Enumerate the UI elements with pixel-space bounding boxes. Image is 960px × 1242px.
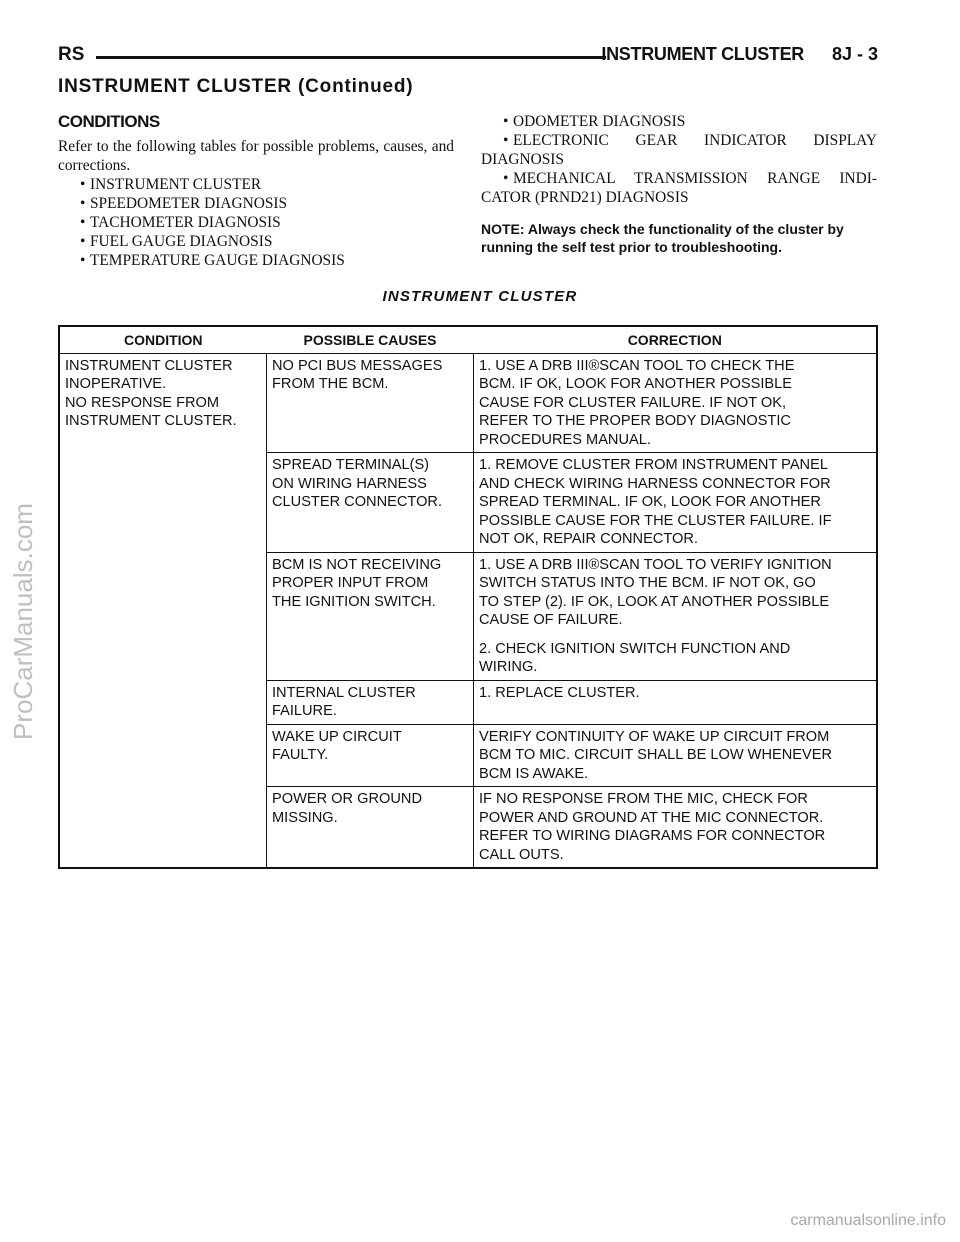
correction-line: 1. REPLACE CLUSTER.: [479, 684, 640, 701]
correction-paragraph: [479, 357, 871, 450]
list-item: [58, 175, 454, 194]
correction-line: SPREAD TERMINAL. IF OK, LOOK FOR ANOTHER: [479, 494, 821, 510]
correction-paragraph: [479, 728, 871, 784]
list-item: [58, 232, 454, 251]
correction-line: 1. USE A DRB III®SCAN TOOL TO VERIFY IGNITION: [479, 556, 832, 573]
right-column: [481, 112, 877, 256]
correction-line: 1. REMOVE CLUSTER FROM INSTRUMENT PANEL: [479, 457, 828, 473]
cause-cell: [267, 353, 474, 453]
correction-line: CAUSE OF FAILURE.: [479, 612, 623, 628]
cause-cell: [267, 724, 474, 787]
correction-line: TO STEP (2). IF OK, LOOK AT ANOTHER POSSIBLE: [479, 593, 830, 610]
header-rule: [96, 56, 606, 59]
correction-line: CALL OUTS.: [479, 846, 564, 863]
correction-paragraph: [479, 640, 871, 677]
correction-line: BCM IS AWAKE.: [479, 765, 589, 782]
cause-line: WAKE UP CIRCUIT: [272, 728, 402, 745]
correction-paragraph: [479, 684, 871, 703]
condition-line: INSTRUMENT CLUSTER: [65, 357, 233, 374]
header-possible-causes: POSSIBLE CAUSES: [267, 326, 474, 353]
correction-line: BCM. IF OK, LOOK FOR ANOTHER POSSIBLE: [479, 376, 793, 392]
list-item: [58, 213, 454, 232]
note-text: NOTE: Always check the functionality of the cluster by running the self test prior to troubleshooting.: [481, 221, 844, 255]
correction-line: PROCEDURES MANUAL.: [479, 431, 651, 448]
header-condition: CONDITION: [59, 326, 267, 353]
footer-watermark: carmanualsonline.info: [790, 1212, 946, 1229]
correction-cell: [474, 453, 878, 553]
correction-line: WIRING.: [479, 659, 538, 675]
condition-line: NO RESPONSE FROM: [65, 394, 220, 411]
bullet-glyph: •: [80, 214, 86, 231]
condition-cell: [59, 353, 267, 868]
cause-line: FAILURE.: [272, 703, 337, 719]
correction-line: POSSIBLE CAUSE FOR THE CLUSTER FAILURE. IF: [479, 512, 832, 529]
bullet-glyph: •: [80, 233, 86, 250]
cause-cell: [267, 680, 474, 724]
header-section-title: INSTRUMENT CLUSTER: [601, 44, 804, 64]
cause-cell: [267, 453, 474, 553]
list-item-text: SPEEDOMETER DIAGNOSIS: [90, 195, 288, 212]
header-page-number: 8J - 3: [831, 44, 878, 64]
correction-paragraph: [479, 456, 871, 549]
list-item-text: FUEL GAUGE DIAGNOSIS: [90, 233, 273, 250]
correction-line: SWITCH STATUS INTO THE BCM. IF NOT OK, GO: [479, 575, 816, 591]
cause-line: BCM IS NOT RECEIVING: [272, 556, 442, 573]
cause-line: POWER OR GROUND: [272, 791, 422, 807]
left-column: [58, 112, 454, 270]
bullet-glyph: •: [503, 170, 509, 187]
list-item: [481, 112, 877, 131]
list-item: [481, 169, 877, 207]
header-correction: CORRECTION: [474, 326, 878, 353]
correction-line: NOT OK, REPAIR CONNECTOR.: [479, 531, 698, 547]
correction-line: 1. USE A DRB III®SCAN TOOL TO CHECK THE: [479, 357, 795, 374]
correction-line: 2. CHECK IGNITION SWITCH FUNCTION AND: [479, 640, 791, 657]
conditions-heading: CONDITIONS: [58, 112, 160, 131]
correction-paragraph: [479, 790, 871, 864]
correction-cell: [474, 353, 878, 453]
side-watermark: ProCarManuals.com: [8, 503, 38, 740]
cause-line: INTERNAL CLUSTER: [272, 684, 416, 701]
list-item-text: ODOMETER DIAGNOSIS: [513, 113, 686, 130]
correction-line: CAUSE FOR CLUSTER FAILURE. IF NOT OK,: [479, 394, 787, 411]
conditions-intro: Refer to the following tables for possible problems, causes, and corrections.: [58, 138, 454, 174]
running-header: [58, 42, 878, 72]
correction-line: IF NO RESPONSE FROM THE MIC, CHECK FOR: [479, 791, 808, 807]
table-row: [59, 353, 877, 453]
table-header-row: [59, 326, 877, 353]
list-item-text: MECHANICAL TRANSMISSION RANGE INDI-CATOR (PRND21) DIAGNOSIS: [481, 170, 877, 206]
list-item: [58, 251, 454, 270]
cause-line: NO PCI BUS MESSAGES: [272, 357, 443, 374]
correction-cell: [474, 680, 878, 724]
conditions-list-right: [481, 112, 877, 207]
bullet-glyph: •: [503, 113, 509, 130]
cause-line: MISSING.: [272, 809, 338, 826]
correction-line: REFER TO THE PROPER BODY DIAGNOSTIC: [479, 413, 791, 429]
list-item-text: INSTRUMENT CLUSTER: [90, 176, 262, 193]
correction-line: VERIFY CONTINUITY OF WAKE UP CIRCUIT FROM: [479, 728, 830, 745]
cause-line: ON WIRING HARNESS: [272, 475, 427, 492]
correction-cell: [474, 787, 878, 869]
list-item-text: TEMPERATURE GAUGE DIAGNOSIS: [90, 252, 345, 269]
diagnosis-table: [58, 325, 878, 869]
list-item-text: TACHOMETER DIAGNOSIS: [90, 214, 281, 231]
list-item-text: ELECTRONIC GEAR INDICATOR DISPLAY DIAGNOSIS: [481, 132, 877, 168]
list-item: [58, 194, 454, 213]
cause-line: CLUSTER CONNECTOR.: [272, 494, 443, 510]
bullet-glyph: •: [80, 176, 86, 193]
cause-line: THE IGNITION SWITCH.: [272, 593, 436, 610]
condition-line: INOPERATIVE.: [65, 376, 167, 392]
condition-line: INSTRUMENT CLUSTER.: [65, 413, 237, 429]
cause-line: FAULTY.: [272, 747, 329, 763]
bullet-glyph: •: [80, 252, 86, 269]
cause-line: PROPER INPUT FROM: [272, 575, 429, 591]
correction-line: BCM TO MIC. CIRCUIT SHALL BE LOW WHENEVER: [479, 747, 833, 763]
conditions-list-left: [58, 175, 454, 270]
bullet-glyph: •: [80, 195, 86, 212]
correction-cell: [474, 552, 878, 680]
cause-line: FROM THE BCM.: [272, 376, 389, 392]
continued-title: INSTRUMENT CLUSTER (Continued): [58, 76, 414, 97]
cause-cell: [267, 552, 474, 680]
cause-cell: [267, 787, 474, 869]
correction-paragraph: [479, 556, 871, 630]
correction-line: POWER AND GROUND AT THE MIC CONNECTOR.: [479, 809, 824, 826]
bullet-glyph: •: [503, 132, 509, 149]
correction-cell: [474, 724, 878, 787]
list-item: [481, 131, 877, 169]
correction-line: AND CHECK WIRING HARNESS CONNECTOR FOR: [479, 475, 831, 492]
cause-line: SPREAD TERMINAL(S): [272, 457, 430, 473]
correction-line: REFER TO WIRING DIAGRAMS FOR CONNECTOR: [479, 828, 826, 844]
header-model-code: RS: [58, 44, 85, 65]
table-title: INSTRUMENT CLUSTER: [382, 288, 578, 305]
